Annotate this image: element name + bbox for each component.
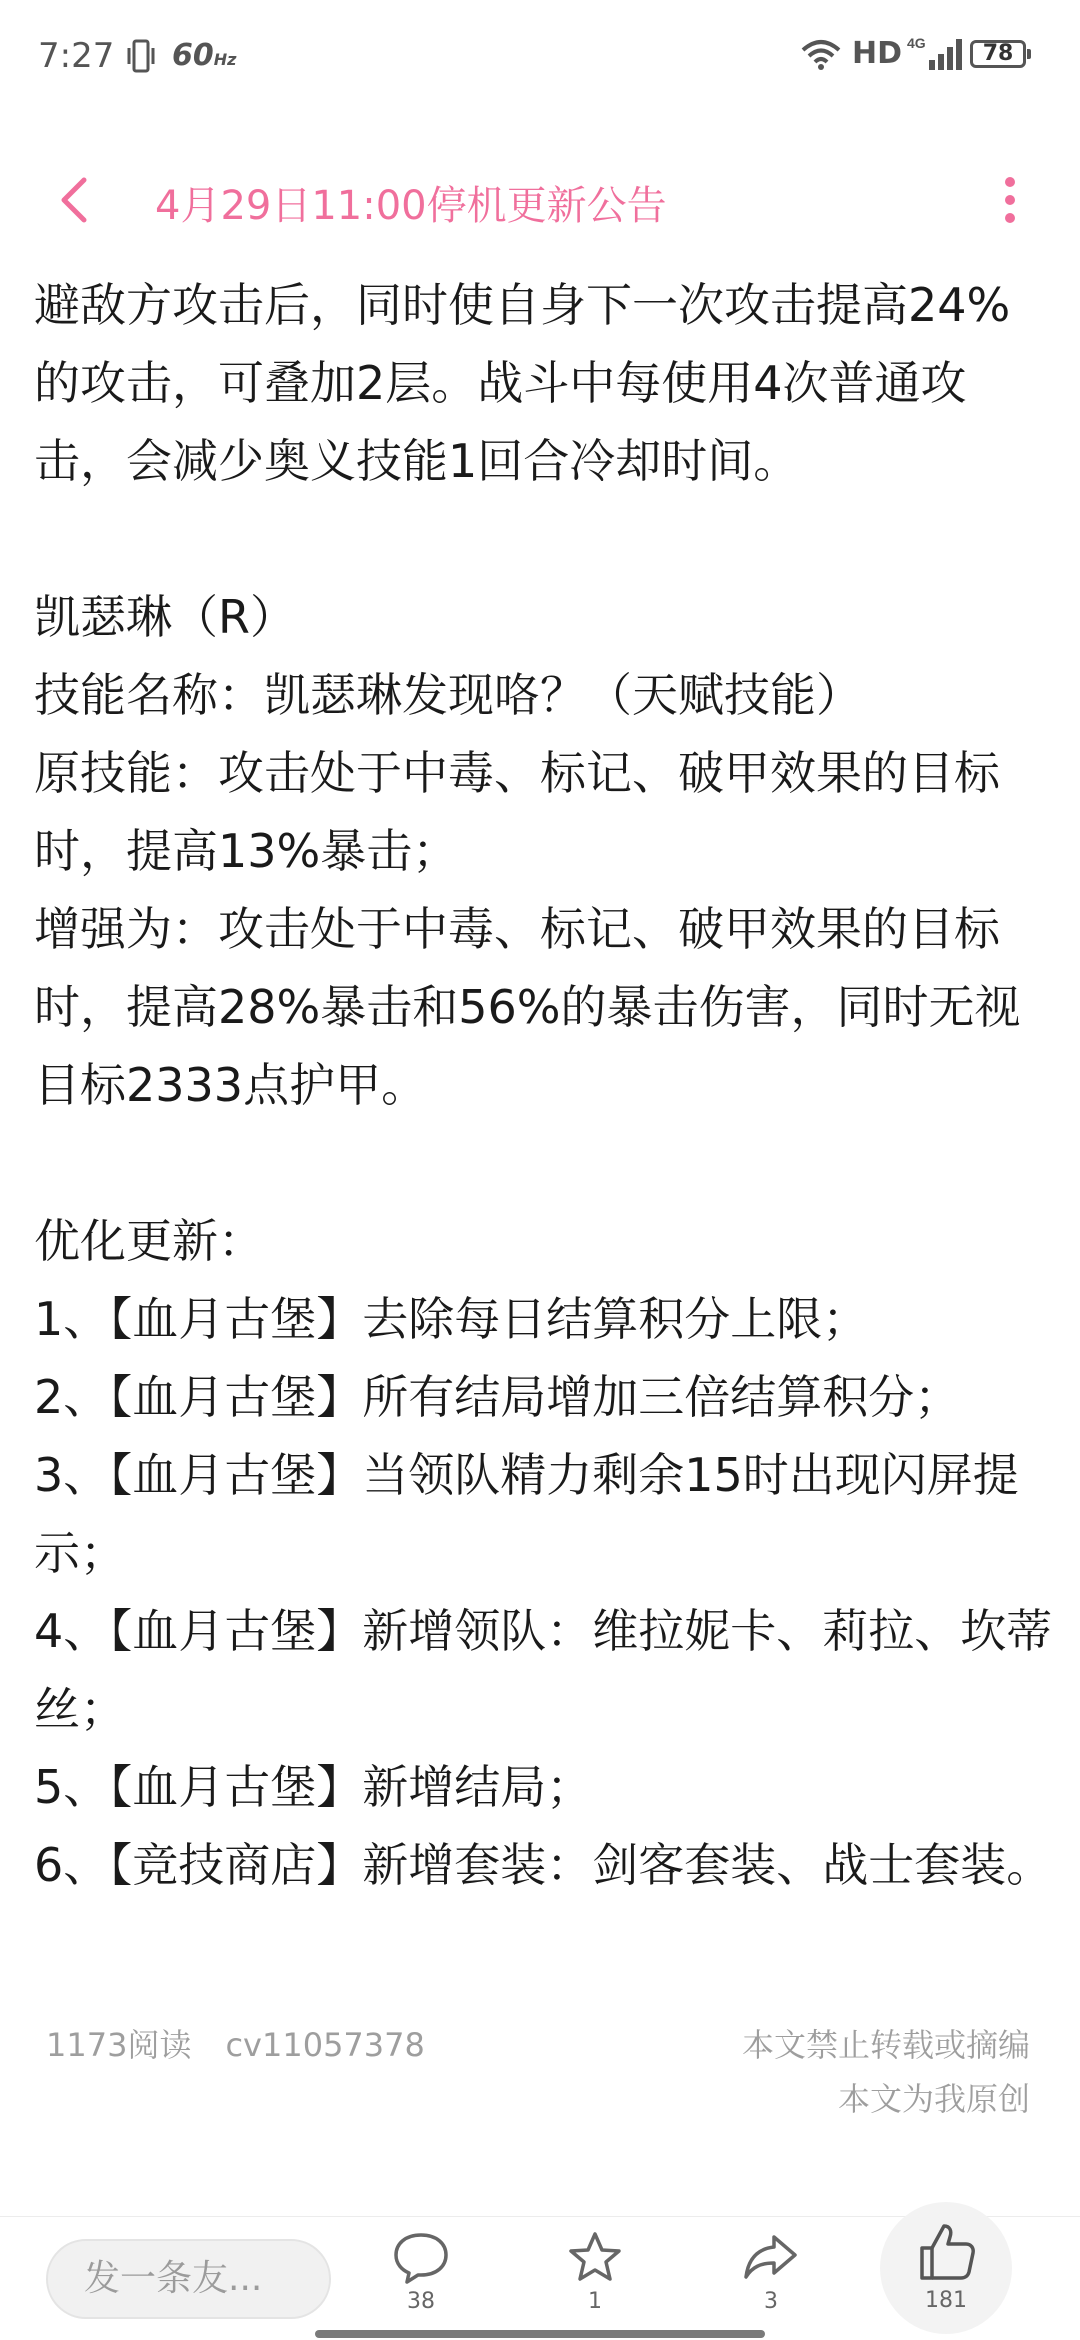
list-item: 6、【竞技商店】新增套装：剑客套装、战士套装。 [34,1838,1053,1892]
status-bar [0,0,1080,110]
cv-id: cv11057378 [225,2026,425,2064]
list-item: 2、【血月古堡】所有结局增加三倍结算积分； [34,1370,961,1424]
skill-name: 技能名称：凯瑟琳发现咯？（天赋技能） [34,668,862,722]
article-body [34,266,1054,1904]
comment-input[interactable]: 发一条友... [46,2239,331,2319]
favorite-button[interactable] [540,2229,650,2340]
favorite-count: 1 [588,2289,602,2314]
more-options-icon[interactable] [990,170,1030,230]
read-count: 1173阅读 [46,2026,192,2064]
back-arrow-icon[interactable] [50,172,100,228]
share-arrow-icon [741,2229,801,2287]
list-item: 1、【血月古堡】去除每日结算积分上限； [34,1292,869,1346]
status-time: 7:27 [38,36,115,76]
original-skill: 原技能：攻击处于中毒、标记、破甲效果的目标时，提高13%暴击； [34,746,1000,878]
optimization-heading: 优化更新： [34,1214,264,1268]
article-stats [46,2020,425,2066]
paragraph-spacer [34,500,1054,578]
list-item: 3、【血月古堡】当领队精力剩余15时出现闪屏提示； [34,1448,1019,1580]
enhanced-skill: 增强为：攻击处于中毒、标记、破甲效果的目标时，提高28%暴击和56%的暴击伤害，同时无视目标2333点护甲。 [34,902,1021,1112]
refresh-rate [172,38,236,73]
like-count: 181 [925,2288,967,2313]
star-icon [565,2229,625,2287]
share-button[interactable] [716,2229,826,2340]
comment-button[interactable] [366,2229,476,2340]
comment-count: 38 [407,2289,435,2314]
signal-label: 4G [907,35,926,51]
hero-name: 凯瑟琳（R） [34,590,296,644]
page-title: 4月29日11:00停机更新公告 [155,183,667,229]
thumbs-up-icon [914,2220,978,2284]
like-button[interactable] [880,2202,1012,2334]
refresh-rate-value: 60 [172,38,214,73]
wifi-icon [800,38,842,70]
vibrate-icon [126,38,156,74]
list-item: 4、【血月古堡】新增领队：维拉妮卡、莉拉、坎蒂丝； [34,1604,1053,1736]
refresh-rate-unit: Hz [213,50,237,69]
article-header [0,150,1080,250]
original-notice: 本文为我原创 [837,2080,1030,2118]
no-repost-notice: 本文禁止转载或摘编 [741,2026,1030,2064]
copyright-notices [742,2018,1030,2126]
network-label: HD [852,36,903,71]
home-indicator[interactable] [315,2330,765,2338]
battery-indicator: 78 [970,40,1026,68]
paragraph-spacer [34,1124,1054,1202]
comment-bubble-icon [391,2229,451,2287]
share-count: 3 [764,2289,778,2314]
article-paragraph: 避敌方攻击后，同时使自身下一次攻击提高24%的攻击，可叠加2层。战斗中每使用4次普通攻击，会减少奥义技能1回合冷却时间。 [34,278,1011,488]
signal-icon [905,34,965,72]
list-item: 5、【血月古堡】新增结局； [34,1760,593,1814]
